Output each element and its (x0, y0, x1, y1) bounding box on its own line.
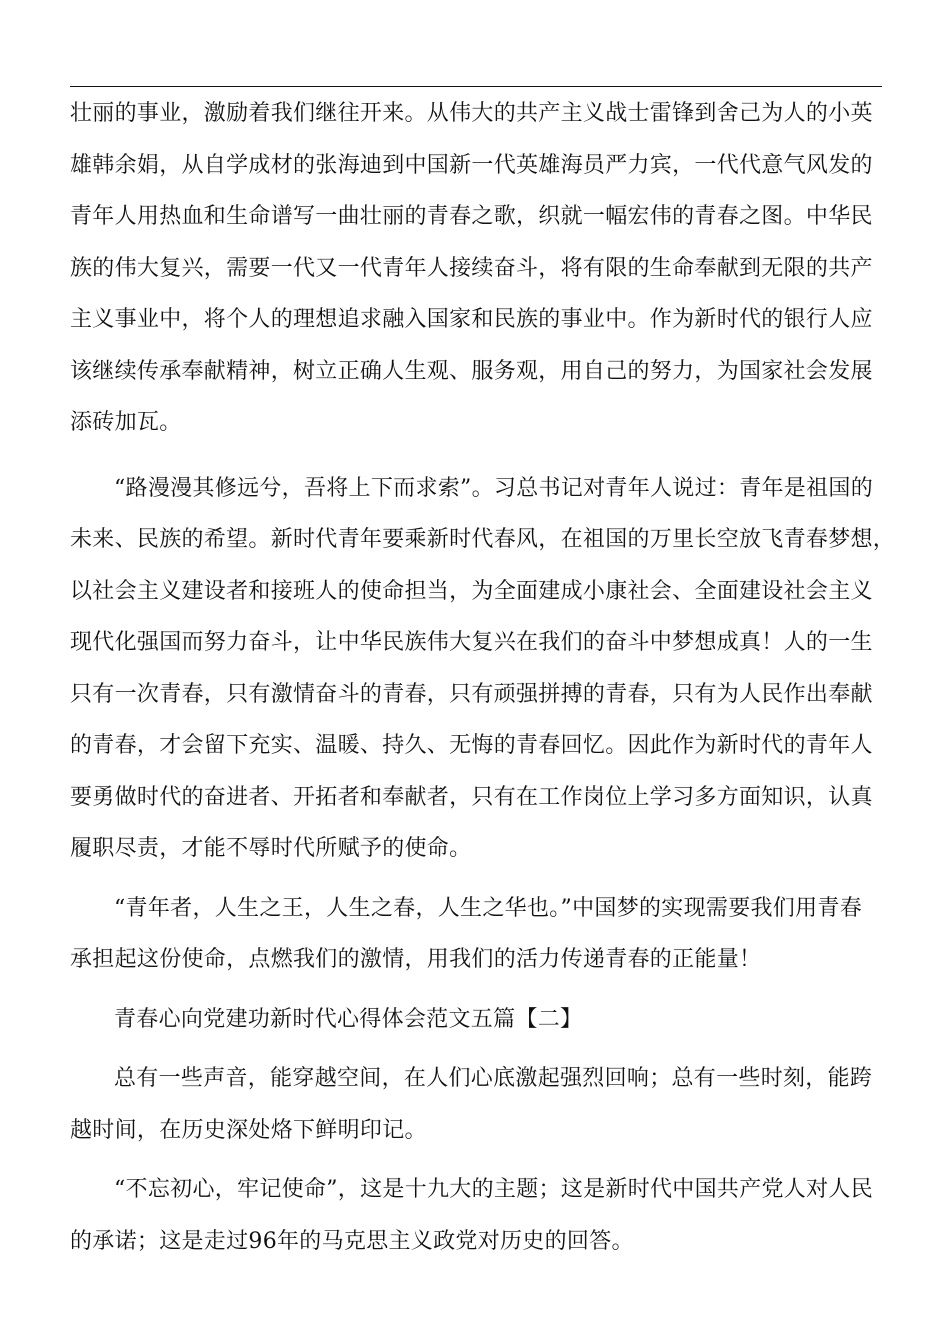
paragraph-1 (70, 88, 882, 449)
text-line: “青年者，人生之王，人生之春，人生之华也。”中国梦的实现需要我们用青春 (114, 895, 862, 921)
paragraph-6 (70, 1164, 882, 1267)
text-line: 未来、民族的希望。新时代青年要乘新时代春风，在祖国的万里长空放飞青春梦想， (70, 527, 896, 552)
text-line: 添砖加瓦。 (70, 410, 182, 435)
text-line: “路漫漫其修远兮，吾将上下而求索”。习总书记对青年人说过：青年是祖国的 (114, 475, 873, 501)
text-line: 现代化强国而努力奋斗，让中华民族伟大复兴在我们的奋斗中梦想成真！人的一生 (70, 630, 873, 655)
text-line: 承担起这份使命，点燃我们的激情，用我们的活力传递青春的正能量！ (70, 947, 762, 972)
text-line: 族的伟大复兴，需要一代又一代青年人接续奋斗，将有限的生命奉献到无限的共产 (70, 255, 873, 281)
text-line: 以社会主义建设者和接班人的使命担当，为全面建成小康社会、全面建设社会主义 (70, 578, 873, 604)
text-line: 要勇做时代的奋进者、开拓者和奉献者，只有在工作岗位上学习多方面知识，认真 (70, 784, 873, 810)
text-line: 只有一次青春，只有激情奋斗的青春，只有顽强拼搏的青春，只有为人民作出奉献 (70, 681, 873, 707)
text-line: 雄韩余娟，从自学成材的张海迪到中国新一代英雄海员严力宾，一代代意气风发的 (70, 152, 873, 178)
text-line: 青春心向党建功新时代心得体会范文五篇【二】 (114, 1006, 583, 1032)
section-heading (70, 994, 882, 1046)
text-line: 该继续传承奉献精神，树立正确人生观、服务观，用自己的努力，为国家社会发展 (70, 358, 873, 384)
text-line: 履职尽责，才能不辱时代所赋予的使命。 (70, 836, 472, 861)
paragraph-3 (70, 883, 882, 986)
text-line: 的承诺；这是走过96年的马克思主义政党对历史的回答。 (70, 1228, 634, 1254)
paragraph-5 (70, 1053, 882, 1156)
text-line: 的青春，才会留下充实、温暖、持久、无悔的青春回忆。因此作为新时代的青年人 (70, 733, 873, 758)
text-line: 越时间，在历史深处烙下鲜明印记。 (70, 1117, 427, 1143)
paragraph-2 (70, 463, 896, 875)
text-line: 青年人用热血和生命谱写一曲壮丽的青春之歌，织就一幅宏伟的青春之图。中华民 (70, 204, 873, 229)
text-line: 总有一些声音，能穿越空间，在人们心底激起强烈回响；总有一些时刻，能跨 (114, 1066, 873, 1091)
text-line: 壮丽的事业，激励着我们继往开来。从伟大的共产主义战士雷锋到舍己为人的小英 (70, 101, 873, 126)
header-rule (70, 86, 882, 87)
text-line: “不忘初心，牢记使命”，这是十九大的主题；这是新时代中国共产党人对人民 (114, 1177, 873, 1202)
text-line: 主义事业中，将个人的理想追求融入国家和民族的事业中。作为新时代的银行人应 (70, 307, 873, 332)
body-text (70, 88, 896, 1267)
